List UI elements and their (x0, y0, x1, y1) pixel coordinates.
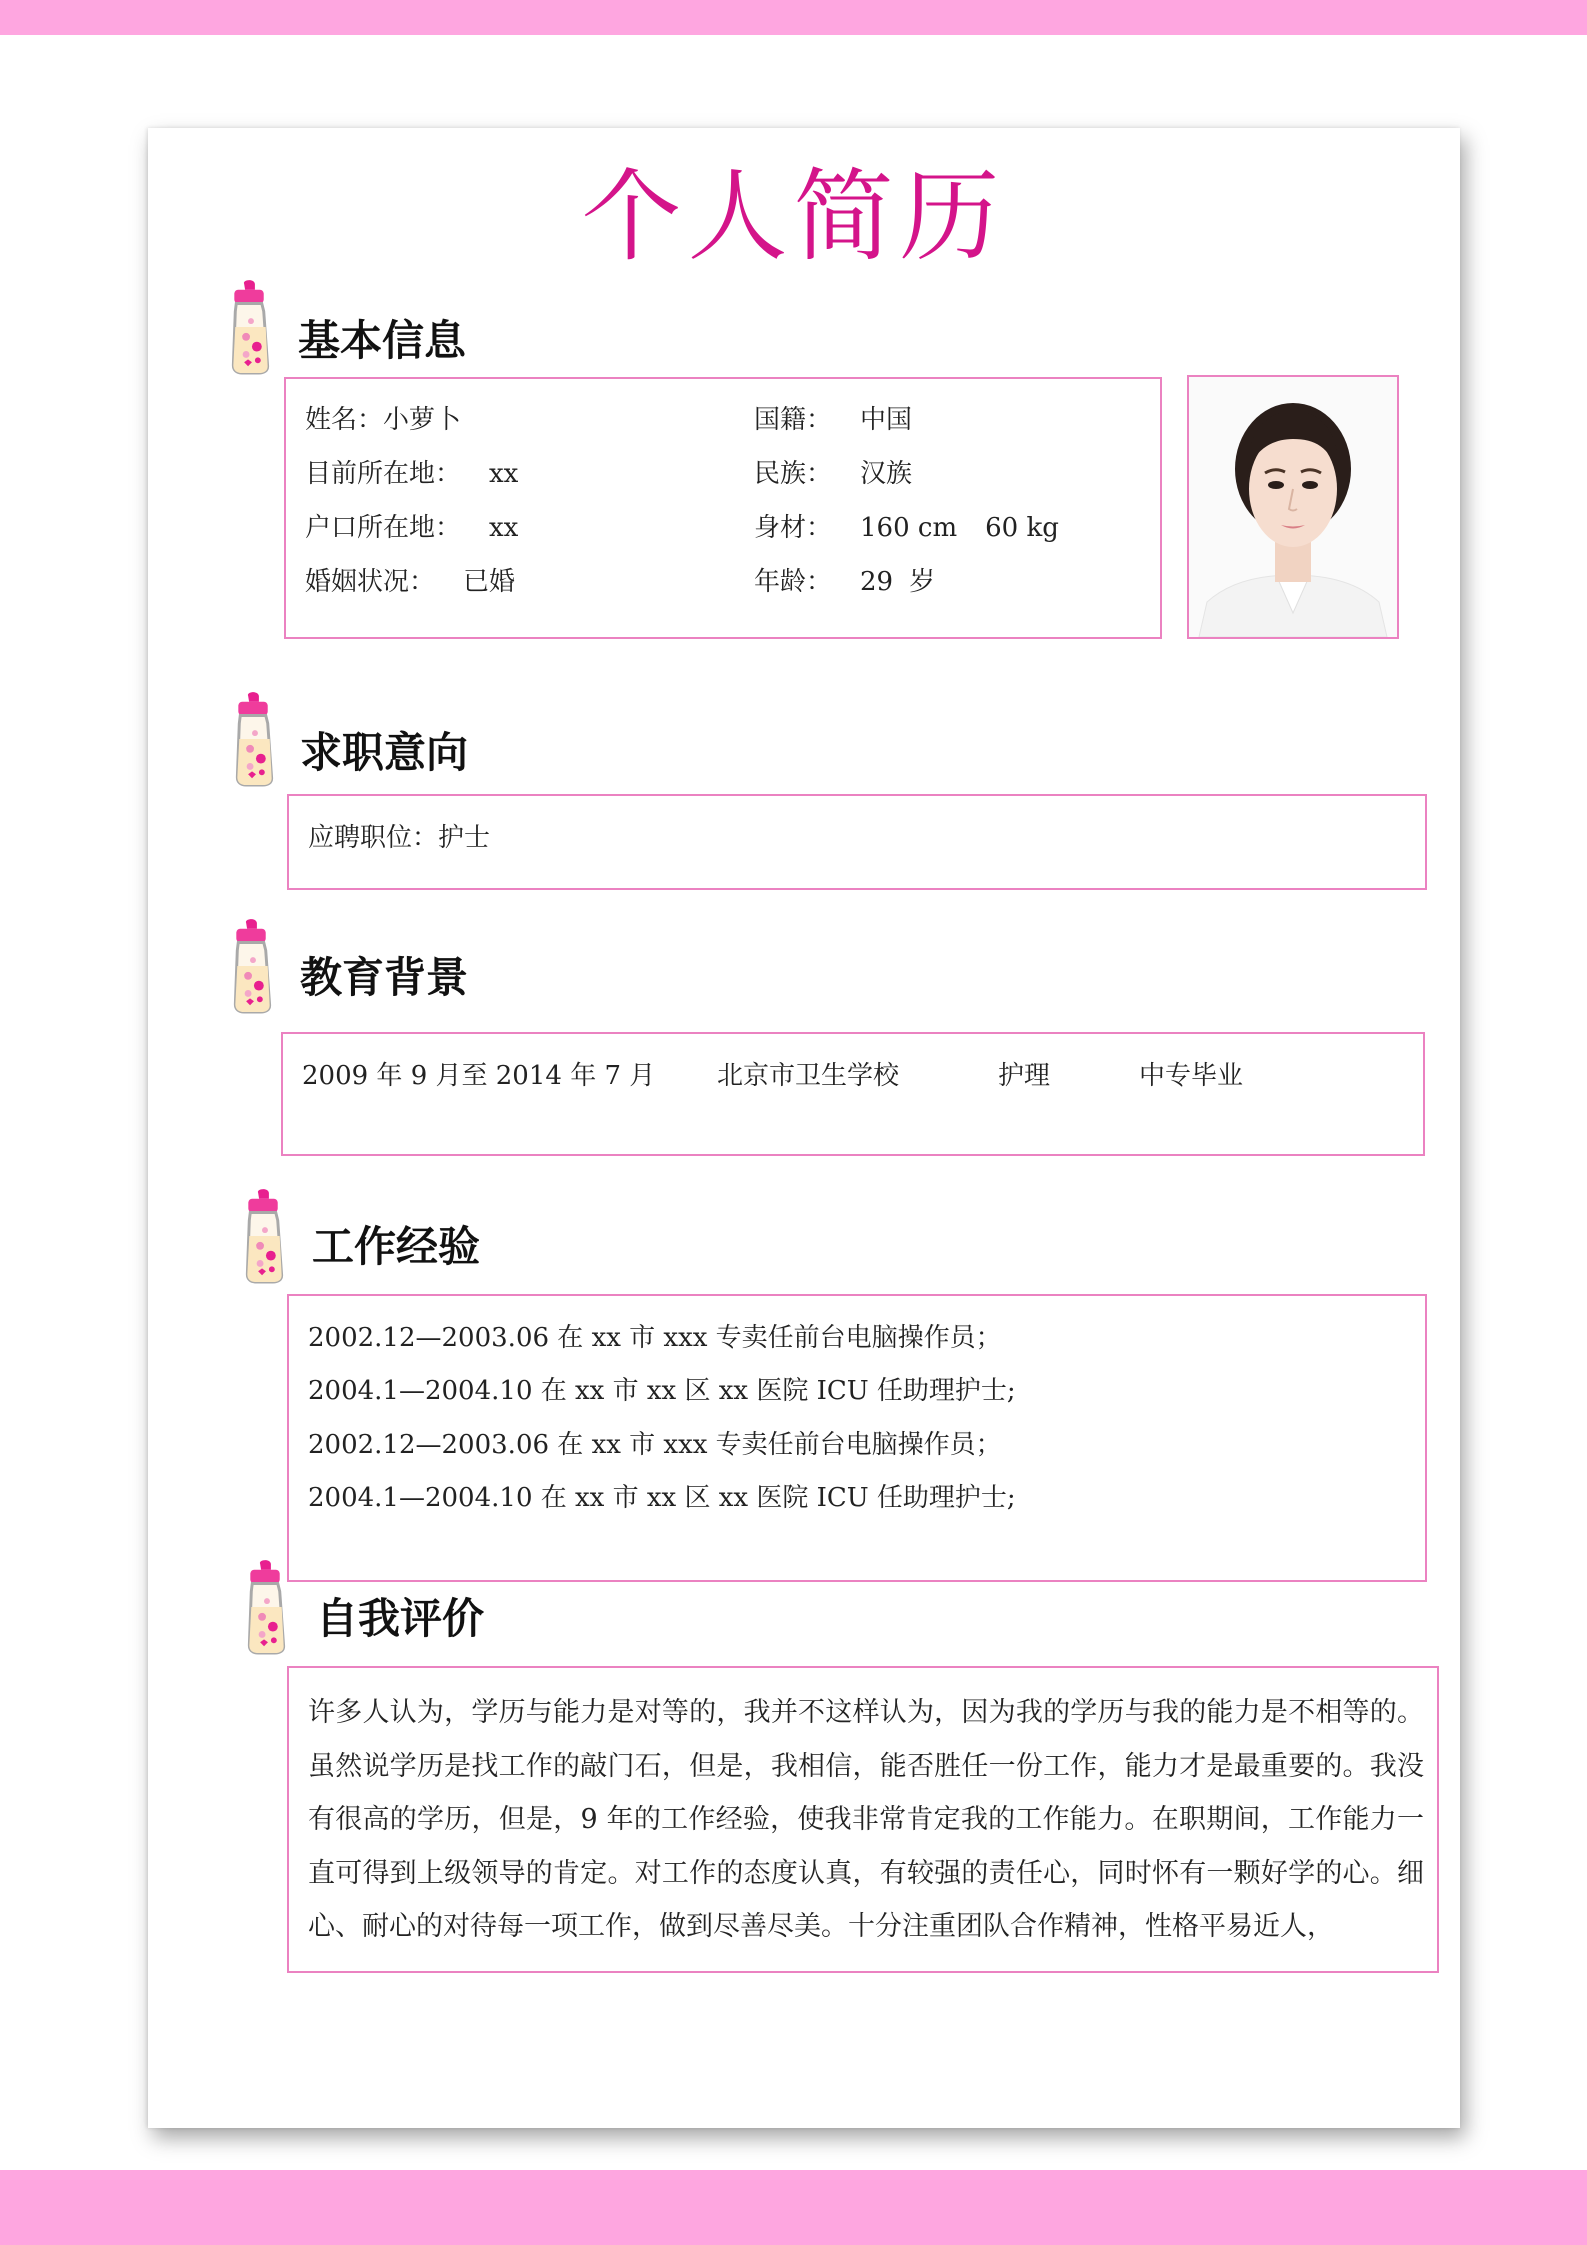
baby-bottle-icon (216, 278, 284, 376)
bottom-band (0, 2170, 1587, 2245)
education-major: 护理 (998, 1061, 1051, 1091)
evaluation-text: 许多人认为，学历与能力是对等的，我并不这样认为，因为我的学历与我的能力是不相等的。虽然说学历是找工作的敲门石，但是，我相信，能否胜任一份工作，能力才是最重要的。我没有很高的学历，但是，9 年的工作经验，使我非常肯定我的工作能力。在职期间，工作能力一直可得到上级领导的肯定。对工作的态度认真，有较强的责任心，同时怀有一颗好学的心。细心、耐心的对待每一项工作，做到尽善尽美。十分注重团队合作精神，性格平易近人， (308, 1697, 1424, 1942)
baby-bottle-icon (218, 917, 286, 1015)
work-item: 2002.12—2003.06 在 xx 市 xxx 专卖任前台电脑操作员； (308, 1323, 1002, 1353)
section-title-basic: 基本信息 (298, 316, 467, 365)
marital-field: 婚姻状况： 已婚 (305, 567, 516, 597)
education-period: 2009 年 9 月至 2014 年 7 月 (302, 1061, 656, 1091)
section-title-work: 工作经验 (312, 1222, 481, 1271)
name-field: 姓名：小萝卜 (305, 405, 462, 435)
residence-field: 目前所在地： xx (305, 459, 519, 489)
work-item: 2004.1—2004.10 在 xx 市 xx 区 xx 医院 ICU 任助理护士; (308, 1376, 1016, 1406)
education-school: 北京市卫生学校 (717, 1061, 900, 1091)
work-item: 2004.1—2004.10 在 xx 市 xx 区 xx 医院 ICU 任助理护士; (308, 1483, 1016, 1513)
hukou-field: 户口所在地： xx (305, 513, 519, 543)
top-band (0, 0, 1587, 35)
education-degree: 中专毕业 (1139, 1061, 1244, 1091)
portrait-photo (1187, 375, 1399, 639)
age-field: 年龄： 29 岁 (754, 567, 936, 597)
education-box (281, 1032, 1425, 1156)
baby-bottle-icon (230, 1187, 298, 1285)
section-title-intent: 求职意向 (300, 728, 469, 777)
section-title-education: 教育背景 (300, 953, 469, 1002)
body-field: 身材： 160 cm 60 kg (754, 513, 1059, 543)
section-title-evaluation: 自我评价 (316, 1594, 485, 1643)
ethnicity-field: 民族： 汉族 (754, 459, 913, 489)
work-item: 2002.12—2003.06 在 xx 市 xxx 专卖任前台电脑操作员； (308, 1430, 1002, 1460)
baby-bottle-icon (220, 690, 288, 788)
baby-bottle-icon (232, 1558, 300, 1656)
nationality-field: 国籍： 中国 (754, 405, 913, 435)
position-field: 应聘职位：护士 (308, 823, 491, 853)
page-title: 个人简历 (581, 158, 1006, 275)
